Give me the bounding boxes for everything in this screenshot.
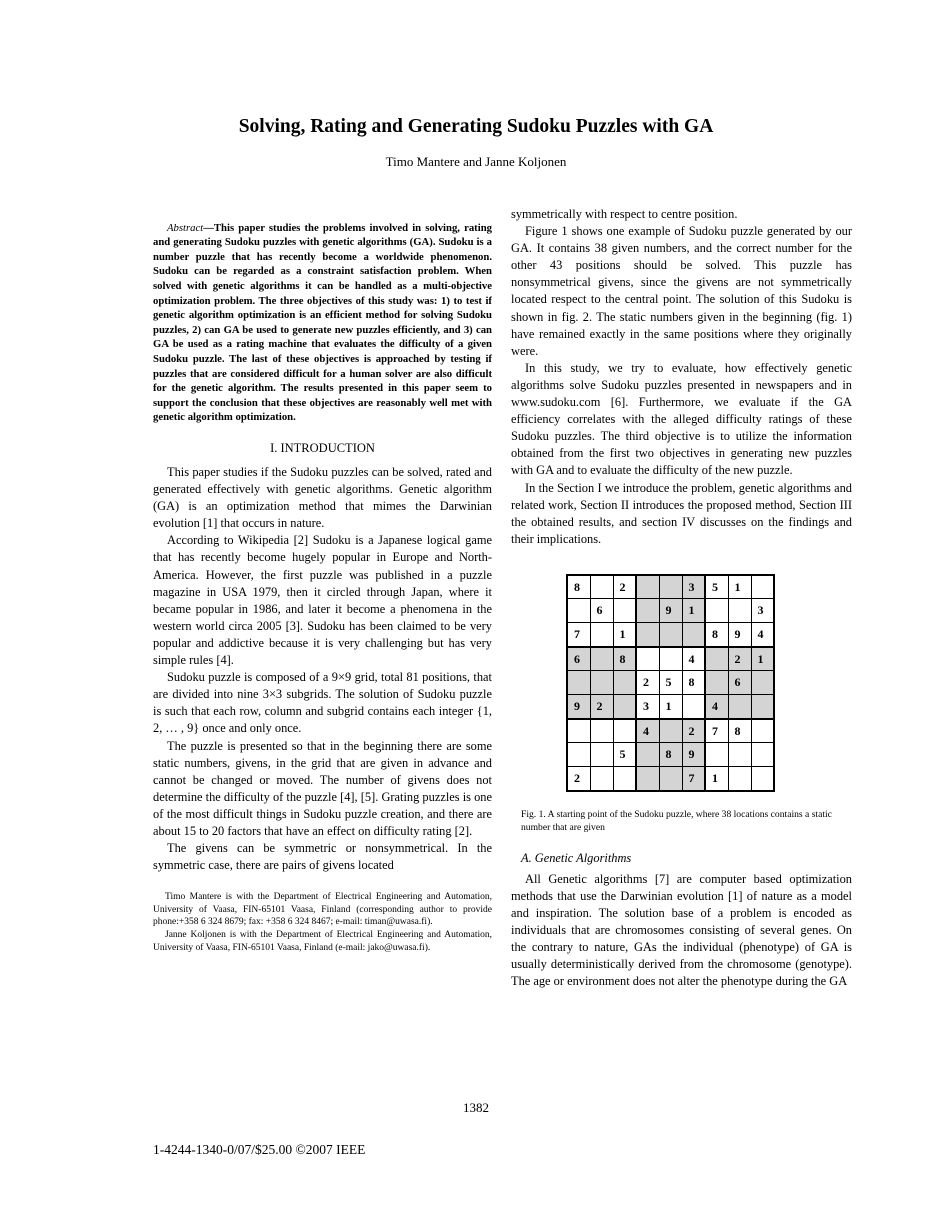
sudoku-cell [705,599,728,623]
sudoku-cell: 3 [682,575,705,599]
sudoku-cell: 2 [567,767,590,791]
sudoku-cell [751,743,774,767]
sudoku-cell: 5 [659,671,682,695]
sudoku-cell [613,671,636,695]
sudoku-cell [751,695,774,719]
sudoku-cell: 2 [682,719,705,743]
footnote: Timo Mantere is with the Department of Electrical Engineering and Automation, University of Vaasa, FIN-65101 Vaasa, Finland (corresponding author to provide phone:+358 6 324 8679; fax: +358 6 324 8467; e-mail: timan@uwasa.fi). [153,892,492,928]
subsection-heading: A. Genetic Algorithms [521,850,632,865]
footnotes [153,891,492,954]
sudoku-cell [636,599,659,623]
sudoku-cell: 5 [613,743,636,767]
sudoku-cell: 5 [705,575,728,599]
sudoku-row [567,599,774,623]
sudoku-cell [659,719,682,743]
sudoku-cell [590,575,613,599]
abstract [153,221,492,425]
sudoku-cell: 8 [728,719,751,743]
sudoku-cell [659,647,682,671]
sudoku-cell [590,719,613,743]
body-paragraph: In this study, we try to evaluate, how effectively genetic algorithms solve Sudoku puzzles presented in newspapers and in www.sudoku.com [6]. Furthermore, we evaluate if the GA efficiency correlates with the alleged difficulty ratings of these Sudoku puzzles. The third objective is to utilize the information obtained from the first two objectives in generating new puzzles with GA and to evaluate the difficulty of the new puzzle. [511,360,852,478]
sudoku-cell: 3 [636,695,659,719]
sudoku-cell: 1 [682,599,705,623]
sudoku-cell: 8 [613,647,636,671]
sudoku-cell: 2 [636,671,659,695]
body-paragraph: All Genetic algorithms [7] are computer based optimization methods that use the Darwinian evolution [1] of nature as a model and inspiration. The solution base of a problem is encoded as individuals that are chromosomes consisting of several genes. On the contrary to nature, GAs the individual (phenotype) of GA is usually deterministically derived from the chromosome (genotype). The age or environment does not alter the phenotype during the GA [511,871,852,989]
paper-title: Solving, Rating and Generating Sudoku Puzzles with GA [238,116,714,137]
sudoku-cell: 6 [567,647,590,671]
intro-paragraph: Sudoku puzzle is composed of a 9×9 grid, total 81 positions, that are divided into nine 3×3 subgrids. The solution of Sudoku puzzle is such that each row, column and subgrid contains each integer {1, 2, … , 9} once and only once. [153,670,492,736]
sudoku-cell [590,647,613,671]
sudoku-cell [567,743,590,767]
sudoku-cell [567,599,590,623]
sudoku-row [567,695,774,719]
sudoku-cell [682,623,705,647]
sudoku-cell: 9 [659,599,682,623]
intro-paragraph: This paper studies if the Sudoku puzzles can be solved, rated and generated effectively with genetic algorithms. Genetic algorithm (GA) is an optimization method that mimes the Darwinian evolution [1] that occurs in nature. [153,465,492,531]
sudoku-row [567,719,774,743]
paper-authors: Timo Mantere and Janne Koljonen [385,154,567,169]
footnote: Janne Koljonen is with the Department of Electrical Engineering and Automation, University of Vaasa, FIN-65101 Vaasa, Finland (e-mail: jako@uwasa.fi). [153,930,492,953]
sudoku-cell [705,647,728,671]
sudoku-row [567,623,774,647]
abstract-lead: Abstract [167,221,204,234]
sudoku-cell: 1 [659,695,682,719]
continuation-text: symmetrically with respect to centre position. [511,207,738,221]
sudoku-cell: 9 [682,743,705,767]
sudoku-cell [705,671,728,695]
body-paragraph: In the Section I we introduce the problem, genetic algorithms and related work, Section II introduces the proposed method, Section III the obtained results, and section IV discusses on the findings and their implications. [511,480,852,546]
sudoku-cell: 7 [705,719,728,743]
sudoku-figure [566,574,775,792]
sudoku-cell [636,623,659,647]
sudoku-cell [751,671,774,695]
sudoku-cell [751,719,774,743]
sudoku-cell [613,695,636,719]
sudoku-cell [636,767,659,791]
sudoku-cell: 7 [567,623,590,647]
sudoku-cell: 4 [705,695,728,719]
sudoku-cell: 6 [590,599,613,623]
sudoku-cell [636,743,659,767]
sudoku-cell: 8 [705,623,728,647]
sudoku-cell: 7 [682,767,705,791]
sudoku-cell [728,695,751,719]
sudoku-cell: 1 [728,575,751,599]
figure-caption: Fig. 1. A starting point of the Sudoku puzzle, where 38 locations contains a static number that are given [521,808,832,833]
sudoku-cell [659,575,682,599]
section-heading-introduction: I. INTRODUCTION [270,441,375,455]
sudoku-cell [728,743,751,767]
intro-paragraph: The puzzle is presented so that in the beginning there are some static numbers, givens, in the grid that are given in advance and cannot be changed or moved. The number of givens does not determine the difficulty of the puzzle [4], [5]. Grating puzzles is one of the most difficult things in Sudoku puzzle creation, and there are about 15 to 20 factors that have an effect on difficulty rating [2]. [153,738,492,838]
sudoku-cell: 4 [636,719,659,743]
sudoku-cell: 2 [613,575,636,599]
intro-paragraph: According to Wikipedia [2] Sudoku is a Japanese logical game that has recently become hugely popular in Europe and North-America. However, the first puzzle was published in a puzzle magazine in USA 1979, then it circled through Japan, where it became popular in 1986, and later it become a phenomena in the western world circa 2005 [3]. Sudoku has been claimed to be very popular and addictive because it is very challenging but has very simple rules [4]. [153,533,492,668]
intro-paragraph: The givens can be symmetric or nonsymmetrical. In the symmetric case, there are pairs of givens located [153,841,492,873]
copyright-line: 1-4244-1340-0/07/$25.00 ©2007 IEEE [153,1142,366,1157]
left-column [153,210,492,954]
sudoku-cell [751,767,774,791]
sudoku-cell [659,623,682,647]
sudoku-cell: 1 [613,623,636,647]
sudoku-cell: 8 [659,743,682,767]
sudoku-cell: 1 [705,767,728,791]
body-paragraph: Figure 1 shows one example of Sudoku puzzle generated by our GA. It contains 38 given numbers, and the correct number for the other 43 positions should be solved. This puzzle has nonsymmetrical givens, since the givens are not symmetrically located respect to the central point. The solution of this Sudoku is shown in fig. 2. The static numbers given in the beginning (fig. 1) have remained exactly in the same positions where they originally were. [511,224,852,358]
sudoku-cell [728,767,751,791]
sudoku-cell: 1 [751,647,774,671]
sudoku-cell: 8 [567,575,590,599]
sudoku-cell: 9 [567,695,590,719]
sudoku-cell: 9 [728,623,751,647]
sudoku-cell: 2 [590,695,613,719]
page-number: 1382 [463,1100,489,1115]
sudoku-cell [705,743,728,767]
sudoku-row [567,671,774,695]
sudoku-cell [590,767,613,791]
sudoku-cell: 3 [751,599,774,623]
sudoku-cell [636,575,659,599]
sudoku-cell [636,647,659,671]
sudoku-cell [567,671,590,695]
sudoku-cell [590,671,613,695]
right-column [511,206,852,991]
sudoku-row [567,767,774,791]
sudoku-cell: 4 [682,647,705,671]
sudoku-cell [613,767,636,791]
sudoku-cell: 8 [682,671,705,695]
sudoku-cell [567,719,590,743]
sudoku-cell [613,599,636,623]
abstract-text: —This paper studies the problems involved in solving, rating and generating Sudoku puzzles with genetic algorithms (GA). Sudoku is a number puzzle that has recently become a worldwide phenomenon. Sudoku can be regarded as a constraint satisfaction problem. When solved with genetic algorithms it can be handled as a multi-objective optimization problem. The three objectives of this study was: 1) to test if genetic algorithm optimization is an efficient method for solving Sudoku puzzles, 2) can GA be used to generate new puzzles efficiently, and 3) can GA be used as a rating machine that evaluates the difficulty of a given Sudoku puzzle. The last of these objectives is approached by testing if puzzles that are considered difficult for a human solver are also difficult for the genetic algorithm. The results presented in this paper seem to support the conclusion that these objectives are reasonably well met with genetic algorithm optimization. [153,221,492,424]
sudoku-cell [590,623,613,647]
sudoku-cell [682,695,705,719]
sudoku-cell [613,719,636,743]
sudoku-cell [728,599,751,623]
sudoku-cell [751,575,774,599]
sudoku-cell: 4 [751,623,774,647]
sudoku-cell: 2 [728,647,751,671]
sudoku-cell [590,743,613,767]
sudoku-cell [659,767,682,791]
sudoku-cell: 6 [728,671,751,695]
sudoku-row [567,743,774,767]
sudoku-row [567,575,774,599]
sudoku-row [567,647,774,671]
